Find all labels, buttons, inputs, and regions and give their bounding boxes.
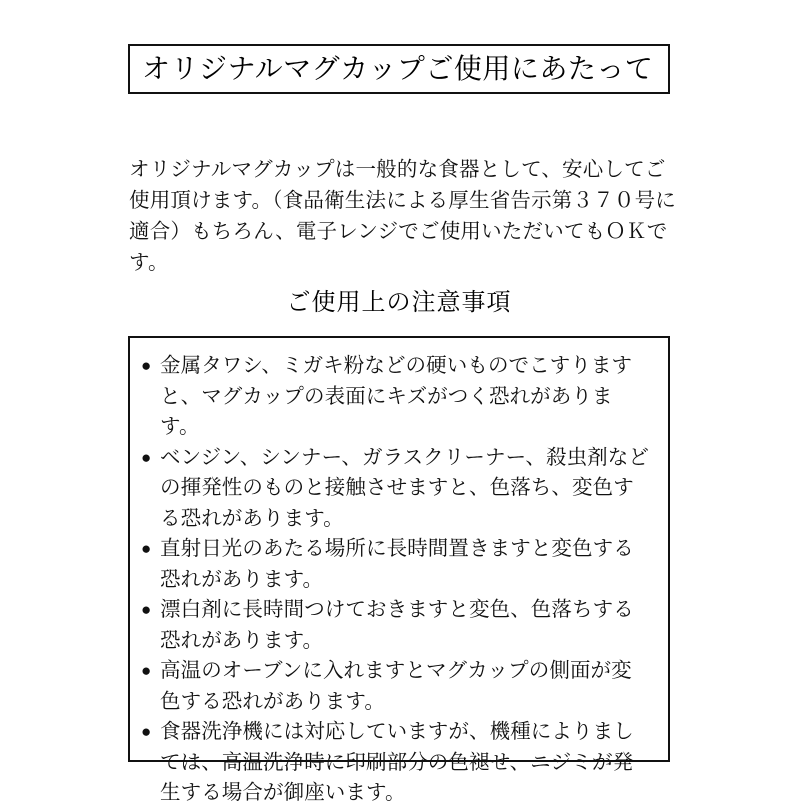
bullet-icon: ● xyxy=(141,447,152,467)
bullet-icon: ● xyxy=(141,661,152,680)
document-title-box xyxy=(128,44,670,94)
list-item xyxy=(141,351,652,443)
list-item xyxy=(141,534,652,595)
page-title: オリジナルマグカップご使用にあたって xyxy=(142,53,654,84)
bullet-icon: ● xyxy=(141,722,152,741)
note-text: 高温のオーブンに入れますとマグカップの側面が変色する恐れがあります。 xyxy=(160,659,632,713)
list-item xyxy=(141,595,652,656)
list-item xyxy=(141,443,652,535)
list-item xyxy=(141,717,652,809)
note-text: ベンジン、シンナー、ガラスクリーナー、殺虫剤などの揮発性のものと接触させますと、色落ち、変色する恐れがあります。 xyxy=(160,445,649,530)
bullet-icon: ● xyxy=(141,356,152,375)
notes-box xyxy=(128,336,670,804)
intro-paragraph: オリジナルマグカップは一般的な食器として、安心してご使用頂けます。（食品衛生法による厚生省告示第３７０号に適合）もちろん、電子レンジでご使用いただいてもＯＫです。 xyxy=(129,157,677,274)
bullet-icon: ● xyxy=(141,600,152,619)
list-item xyxy=(141,656,652,717)
note-text: 食器洗浄機には対応していますが、機種によりましては、高温洗浄時に印刷部分の色褪せ、ニジミが発生する場合が御座います。 xyxy=(160,720,634,804)
note-text: 漂白剤に長時間つけておきますと変色、色落ちする恐れがあります。 xyxy=(160,598,634,652)
bullet-icon: ● xyxy=(141,539,152,558)
note-text: 直射日光のあたる場所に長時間置きますと変色する恐れがあります。 xyxy=(160,537,634,591)
section-heading: ご使用上の注意事項 xyxy=(286,289,512,316)
note-text: 金属タワシ、ミガキ粉などの硬いものでこすりますと、マグカップの表面にキズがつく恐れがあります。 xyxy=(160,354,633,438)
notes-list xyxy=(130,338,668,809)
